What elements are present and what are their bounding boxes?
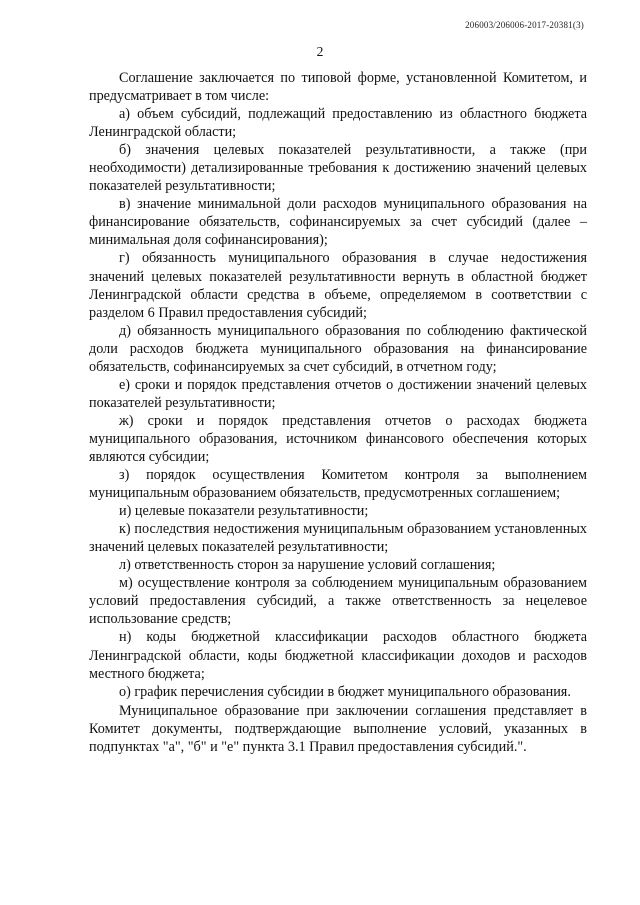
list-item-e: е) сроки и порядок представления отчетов о достижении значений целевых показателей результативности;: [89, 376, 587, 411]
list-item-n: н) коды бюджетной классификации расходов областного бюджета Ленинградской области, коды бюджетной классификации доходов и расходов местного бюджета;: [89, 629, 587, 682]
list-item-zh: ж) сроки и порядок представления отчетов о расходах бюджета муниципального образования, источником финансового обеспечения которых являются субсидии;: [89, 412, 587, 465]
list-item-i: и) целевые показатели результативности;: [119, 503, 369, 520]
page-number: 2: [316, 44, 324, 59]
list-item-l: л) ответственность сторон за нарушение условий соглашения;: [119, 557, 496, 574]
document-code: 206003/206006-2017-20381(3): [465, 20, 584, 30]
list-item-k: к) последствия недостижения муниципальным образованием установленных значений целевых показателей результативности;: [89, 521, 587, 556]
document-body: [89, 69, 587, 756]
list-item-m: м) осуществление контроля за соблюдением муниципальным образованием условий предоставления субсидий, а также ответственность за нецелевое использование средств;: [89, 575, 587, 628]
list-item-g: г) обязанность муниципального образования в случае недостижения значений целевых показателей результативности вернуть в областной бюджет Ленинградской области средства в объеме, определяемом в соответствии с разделом 6 Правил предоставления субсидий;: [89, 250, 587, 321]
paragraph-closing: Муниципальное образование при заключении соглашения представляет в Комитет документы, подтверждающие выполнение условий, указанных в подпунктах "а", "б" и "е" пункта 3.1 Правил предоставления субсидий.".: [89, 702, 587, 755]
list-item-v: в) значение минимальной доли расходов муниципального образования на финансирование обязательств, софинансируемых за счет субсидий (далее – минимальная доля софинансирования);: [89, 196, 587, 249]
list-item-d: д) обязанность муниципального образования по соблюдению фактической доли расходов бюджета муниципального образования на финансирование обязательств, софинансируемых за счет субсидий, в отчетном году;: [89, 322, 587, 375]
list-item-z: з) порядок осуществления Комитетом контроля за выполнением муниципальным образованием обязательств, предусмотренных соглашением;: [89, 467, 587, 502]
list-item-b: б) значения целевых показателей результативности, а также (при необходимости) детализированные требования к достижению значений целевых показателей результативности;: [89, 142, 587, 195]
paragraph-intro: Соглашение заключается по типовой форме, установленной Комитетом, и предусматривает в том числе:: [89, 70, 587, 105]
list-item-a: а) объем субсидий, подлежащий предоставлению из областного бюджета Ленинградской области;: [89, 106, 587, 141]
list-item-o: о) график перечисления субсидии в бюджет муниципального образования.: [119, 683, 571, 700]
